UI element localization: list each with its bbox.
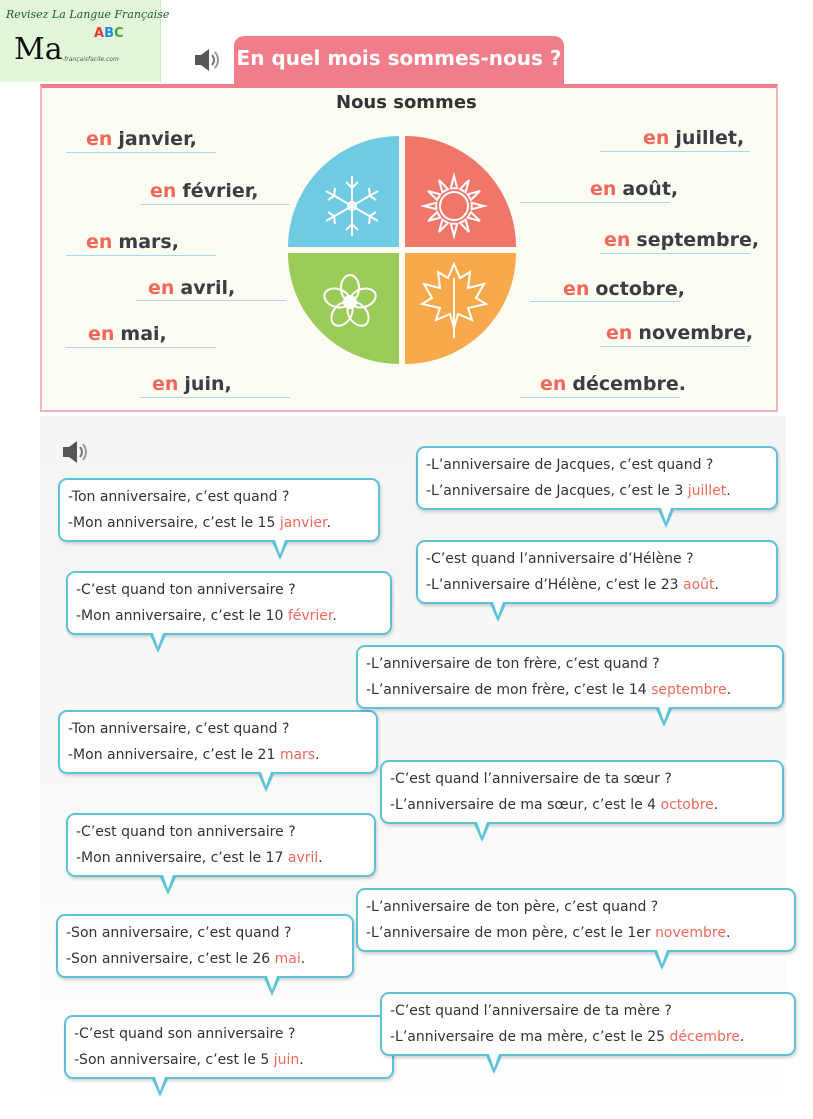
- dialog-question: -C’est quand son anniversaire ?: [74, 1026, 296, 1042]
- dialog-answer: -Mon anniversaire, c’est le 10 février.: [76, 608, 337, 624]
- dialog-bubble: [356, 645, 784, 709]
- answer-month: juin: [273, 1052, 300, 1068]
- rule: [600, 253, 750, 254]
- dialog-question: -Son anniversaire, c’est quand ?: [66, 925, 292, 941]
- rule: [66, 255, 216, 256]
- dialog-bubble: [380, 992, 796, 1056]
- dialog-bubble: [64, 1015, 394, 1079]
- answer-month: août: [683, 577, 715, 593]
- bubble-tail: [486, 1056, 502, 1074]
- answer-month: février: [287, 608, 333, 624]
- bubble-tail: [490, 604, 506, 622]
- dialog-question: -L’anniversaire de ton père, c’est quand ?: [366, 899, 659, 915]
- dialog-answer: -L’anniversaire de ma sœur, c’est le 4 octobre.: [390, 797, 719, 813]
- answer-month: avril: [287, 850, 319, 866]
- dialog-question: -C’est quand l’anniversaire de ta mère ?: [390, 1003, 672, 1019]
- rule: [600, 151, 750, 152]
- rule: [140, 397, 290, 398]
- answer-month: décembre: [669, 1029, 740, 1045]
- logo-site: -françaisfacile.com: [62, 56, 119, 63]
- rule: [66, 152, 216, 153]
- dialog-question: -C’est quand ton anniversaire ?: [76, 582, 296, 598]
- month-decembre: en décembre.: [540, 373, 686, 395]
- page-title: En quel mois sommes-nous ?: [236, 46, 562, 70]
- answer-month: juillet: [687, 483, 727, 499]
- seasons-wheel: [286, 134, 518, 366]
- bubble-tail: [160, 877, 176, 895]
- dialog-answer: -Mon anniversaire, c’est le 17 avril.: [76, 850, 323, 866]
- dialog-question: -Ton anniversaire, c’est quand ?: [68, 489, 290, 505]
- bubble-tail: [272, 542, 288, 560]
- dialog-answer: -L’anniversaire d’Hélène, c’est le 23 août.: [426, 577, 719, 593]
- answer-month: septembre: [651, 682, 727, 698]
- rule: [520, 202, 670, 203]
- rule: [530, 301, 680, 302]
- month-septembre: en septembre,: [604, 229, 760, 251]
- answer-month: janvier: [279, 515, 327, 531]
- month-juin: en juin,: [152, 373, 232, 395]
- speaker-icon[interactable]: [193, 46, 223, 74]
- bubble-tail: [152, 1079, 168, 1097]
- nous-sommes-label: Nous sommes: [336, 92, 477, 113]
- spring-quadrant: [288, 253, 399, 364]
- bubble-tail: [150, 635, 166, 653]
- month-octobre: en octobre,: [563, 278, 685, 300]
- site-logo: [0, 0, 170, 82]
- rule: [520, 397, 680, 398]
- month-aout: en août,: [590, 178, 679, 200]
- dialog-bubble: [56, 914, 354, 978]
- month-fevrier: en février,: [150, 180, 259, 202]
- month-mai: en mai,: [88, 323, 167, 345]
- dialog-answer: -Son anniversaire, c’est le 5 juin.: [74, 1052, 304, 1068]
- summer-quadrant: [405, 136, 516, 247]
- dialog-question: -Ton anniversaire, c’est quand ?: [68, 721, 290, 737]
- title-tab: [234, 36, 564, 86]
- dialog-question: -L’anniversaire de Jacques, c’est quand ?: [426, 457, 714, 473]
- dialog-answer: -L’anniversaire de mon père, c’est le 1er novembre.: [366, 925, 731, 941]
- autumn-quadrant: [405, 253, 516, 364]
- logo-tagline: Revisez La Langue Française: [6, 8, 170, 21]
- month-janvier: en janvier,: [86, 128, 197, 150]
- dialog-bubble: [58, 478, 380, 542]
- bubble-tail: [658, 510, 674, 528]
- bubble-tail: [654, 952, 670, 970]
- rule: [600, 346, 750, 347]
- bubble-tail: [258, 774, 274, 792]
- speaker-icon[interactable]: [61, 438, 91, 466]
- dialog-question: -L’anniversaire de ton frère, c’est quand ?: [366, 656, 660, 672]
- month-avril: en avril,: [148, 277, 236, 299]
- dialog-answer: -L’anniversaire de ma mère, c’est le 25 décembre.: [390, 1029, 745, 1045]
- bubble-tail: [656, 709, 672, 727]
- month-juillet: en juillet,: [643, 127, 745, 149]
- month-mars: en mars,: [86, 231, 179, 253]
- rule: [66, 347, 216, 348]
- dialog-answer: -L’anniversaire de mon frère, c’est le 14 septembre.: [366, 682, 732, 698]
- rule: [140, 204, 290, 205]
- dialog-question: -C’est quand ton anniversaire ?: [76, 824, 296, 840]
- dialog-bubble: [356, 888, 796, 952]
- dialog-bubble: [58, 710, 378, 774]
- dialog-bubble: [66, 571, 392, 635]
- dialog-answer: -L’anniversaire de Jacques, c’est le 3 juillet.: [426, 483, 731, 499]
- dialog-question: -C’est quand l’anniversaire de ta sœur ?: [390, 771, 672, 787]
- dialog-bubble: [416, 540, 778, 604]
- winter-quadrant: [288, 136, 399, 247]
- bubble-tail: [264, 978, 280, 996]
- dialog-answer: -Son anniversaire, c’est le 26 mai.: [66, 951, 306, 967]
- dialog-answer: -Mon anniversaire, c’est le 15 janvier.: [68, 515, 331, 531]
- answer-month: mai: [274, 951, 301, 967]
- dialog-bubble: [380, 760, 784, 824]
- answer-month: novembre: [655, 925, 726, 941]
- dialog-bubble: [66, 813, 376, 877]
- dialog-answer: -Mon anniversaire, c’est le 21 mars.: [68, 747, 320, 763]
- answer-month: octobre: [660, 797, 714, 813]
- logo-abc: ABC: [94, 26, 124, 41]
- rule: [136, 300, 286, 301]
- logo-ma: Ma: [14, 32, 63, 67]
- dialog-bubble: [416, 446, 778, 510]
- dialog-question: -C’est quand l’anniversaire d’Hélène ?: [426, 551, 694, 567]
- answer-month: mars: [279, 747, 316, 763]
- month-novembre: en novembre,: [606, 322, 754, 344]
- bubble-tail: [474, 824, 490, 842]
